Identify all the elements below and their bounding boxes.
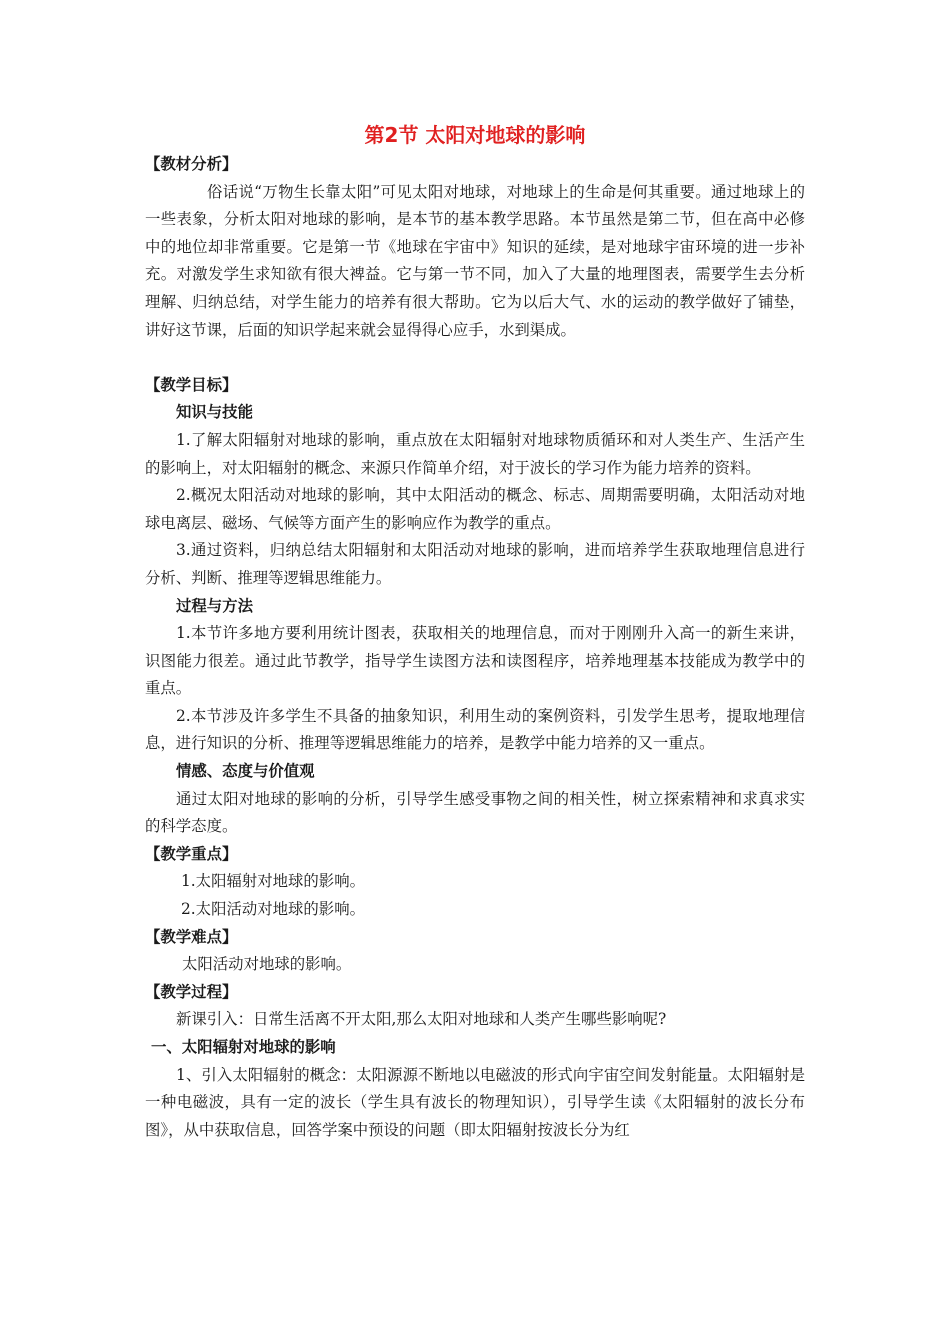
key-points-heading: 【教学重点】 [145, 844, 238, 863]
difficulty-paragraph: 太阳活动对地球的影响。 [182, 955, 352, 974]
material-analysis-paragraph: 俗话说“万物生长靠太阳”可见太阳对地球，对地球上的生命是何其重要。通过地球上的一些表象，分析太阳对地球的影响，是本节的基本教学思路。本节虽然是第二节，但在高中必修中的地位却非常重要。它是第一节《地球在宇宙中》知识的延续，是对地球宇宙环境的进一步补充。对激发学生求知欲有很大裨益。它与第一节不同，加入了大量的地理图表，需要学生去分析理解、归纳总结，对学生能力的培养有很大帮助。它为以后大气、水的运动的教学做好了铺垫，讲好这节课，后面的知识学起来就会显得得心应手，水到渠成。 [145, 182, 805, 339]
knowledge-item-1: 1.了解太阳辐射对地球的影响，重点放在太阳辐射对地球物质循环和对人类生产、生活产生的影响上，对太阳辐射的概念、来源只作简单介绍，对于波长的学习作为能力培养的资料。 [145, 430, 805, 477]
attitude-values-paragraph: 通过太阳对地球的影响的分析，引导学生感受事物之间的相关性，树立探索精神和求真求实的科学态度。 [145, 789, 805, 836]
key-point-item-2: 2.太阳活动对地球的影响。 [181, 900, 365, 919]
knowledge-skills-heading: 知识与技能 [176, 403, 253, 422]
attitude-values-heading: 情感、态度与价值观 [176, 762, 315, 781]
process-item-2: 2.本节涉及许多学生不具备的抽象知识，利用生动的案例资料，引发学生思考，提取地理信息，进行知识的分析、推理等逻辑思维能力的培养，是教学中能力培养的又一重点。 [145, 706, 805, 753]
spacer [145, 344, 805, 372]
difficulty-heading: 【教学难点】 [145, 927, 238, 946]
knowledge-item-2: 2.概况太阳活动对地球的影响，其中太阳活动的概念、标志、周期需要明确，太阳活动对地球电离层、磁场、气候等方面产生的影响应作为教学的重点。 [145, 486, 805, 532]
section-one-paragraph: 1、引入太阳辐射的概念：太阳源源不断地以电磁波的形式向宇宙空间发射能量。太阳辐射是一种电磁波，具有一定的波长（学生具有波长的物理知识），引导学生读《太阳辐射的波长分布图》，从中获取信息，回答学案中预设的问题（即太阳辐射按波长分为红 [145, 1065, 805, 1139]
key-point-item-1: 1.太阳辐射对地球的影响。 [181, 872, 365, 891]
page-title: 第2节 太阳对地球的影响 [364, 123, 586, 147]
lesson-intro: 新课引入：日常生活离不开太阳,那么太阳对地球和人类产生哪些影响呢? [176, 1010, 667, 1029]
teaching-process-heading: 【教学过程】 [145, 982, 238, 1001]
material-analysis-heading: 【教材分析】 [145, 155, 238, 173]
knowledge-item-3: 3.通过资料，归纳总结太阳辐射和太阳活动对地球的影响，进而培养学生获取地理信息进行分析、判断、推理等逻辑思维能力。 [145, 541, 805, 587]
process-item-1: 1.本节许多地方要利用统计图表，获取相关的地理信息，而对于刚刚升入高一的新生来讲，识图能力很差。通过此节教学，指导学生读图方法和读图程序，培养地理基本技能成为教学中的重点。 [145, 624, 805, 698]
process-method-heading: 过程与方法 [176, 596, 253, 615]
teaching-goals-heading: 【教学目标】 [145, 375, 238, 394]
section-one-heading: 一、太阳辐射对地球的影响 [151, 1038, 336, 1056]
document-body [145, 151, 805, 1144]
